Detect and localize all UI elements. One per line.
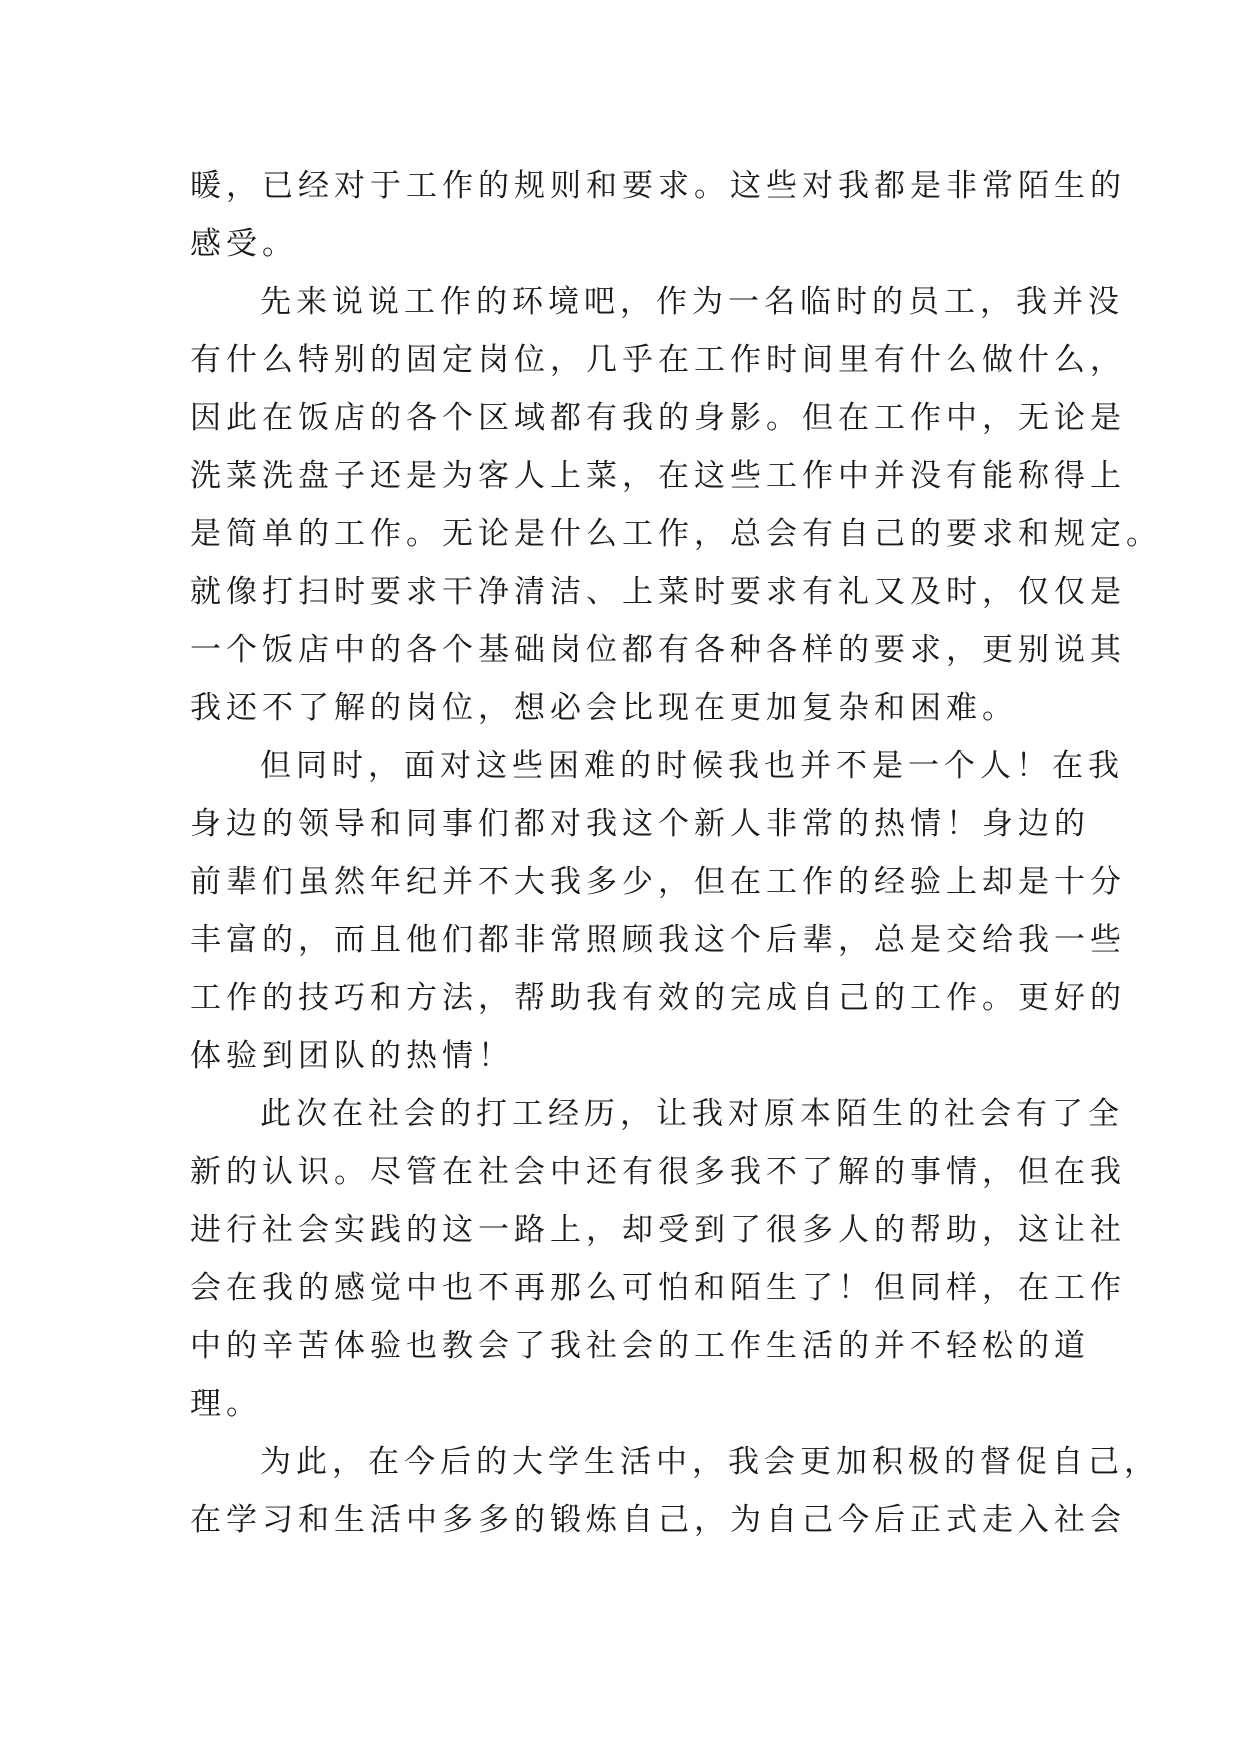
text-line: 我还不了解的岗位，想必会比现在更加复杂和困难。 <box>190 690 1018 726</box>
text-line: 中的辛苦体验也教会了我社会的工作生活的并不轻松的道 <box>190 1328 1090 1364</box>
text-line: 但同时，面对这些困难的时候我也并不是一个人！在我 <box>260 748 1124 784</box>
text-line: 有什么特别的固定岗位，几乎在工作时间里有什么做什么， <box>190 342 1126 378</box>
text-line: 进行社会实践的这一路上，却受到了很多人的帮助，这让社 <box>190 1212 1126 1248</box>
paragraph <box>190 273 1162 737</box>
text-line: 此次在社会的打工经历，让我对原本陌生的社会有了全 <box>260 1096 1124 1132</box>
text-line: 洗菜洗盘子还是为客人上菜，在这些工作中并没有能称得上 <box>190 458 1126 494</box>
paragraph <box>190 157 1126 273</box>
text-line: 身边的领导和同事们都对我这个新人非常的热情！身边的 <box>190 806 1090 842</box>
text-line: 丰富的，而且他们都非常照顾我这个后辈，总是交给我一些 <box>190 922 1126 958</box>
text-line: 为此，在今后的大学生活中，我会更加积极的督促自己， <box>260 1444 1160 1480</box>
text-line: 因此在饭店的各个区域都有我的身影。但在工作中，无论是 <box>190 400 1126 436</box>
text-line: 前辈们虽然年纪并不大我多少，但在工作的经验上却是十分 <box>190 864 1126 900</box>
paragraph <box>190 1433 1160 1549</box>
text-line: 在学习和生活中多多的锻炼自己，为自己今后正式走入社会 <box>190 1502 1126 1538</box>
text-line: 就像打扫时要求干净清洁、上菜时要求有礼又及时，仅仅是 <box>190 574 1126 610</box>
text-line: 工作的技巧和方法，帮助我有效的完成自己的工作。更好的 <box>190 980 1126 1016</box>
text-line: 感受。 <box>190 226 298 262</box>
text-line: 新的认识。尽管在社会中还有很多我不了解的事情，但在我 <box>190 1154 1126 1190</box>
text-line: 会在我的感觉中也不再那么可怕和陌生了！但同样，在工作 <box>190 1270 1126 1306</box>
text-line: 先来说说工作的环境吧，作为一名临时的员工，我并没 <box>260 284 1124 320</box>
document-body <box>190 157 1162 1549</box>
text-line: 体验到团队的热情！ <box>190 1038 514 1074</box>
text-line: 暖，已经对于工作的规则和要求。这些对我都是非常陌生的 <box>190 168 1126 204</box>
text-line: 理。 <box>190 1386 262 1422</box>
text-line: 是简单的工作。无论是什么工作，总会有自己的要求和规定。 <box>190 516 1162 552</box>
text-line: 一个饭店中的各个基础岗位都有各种各样的要求，更别说其 <box>190 632 1126 668</box>
paragraph <box>190 1085 1126 1433</box>
paragraph <box>190 737 1126 1085</box>
